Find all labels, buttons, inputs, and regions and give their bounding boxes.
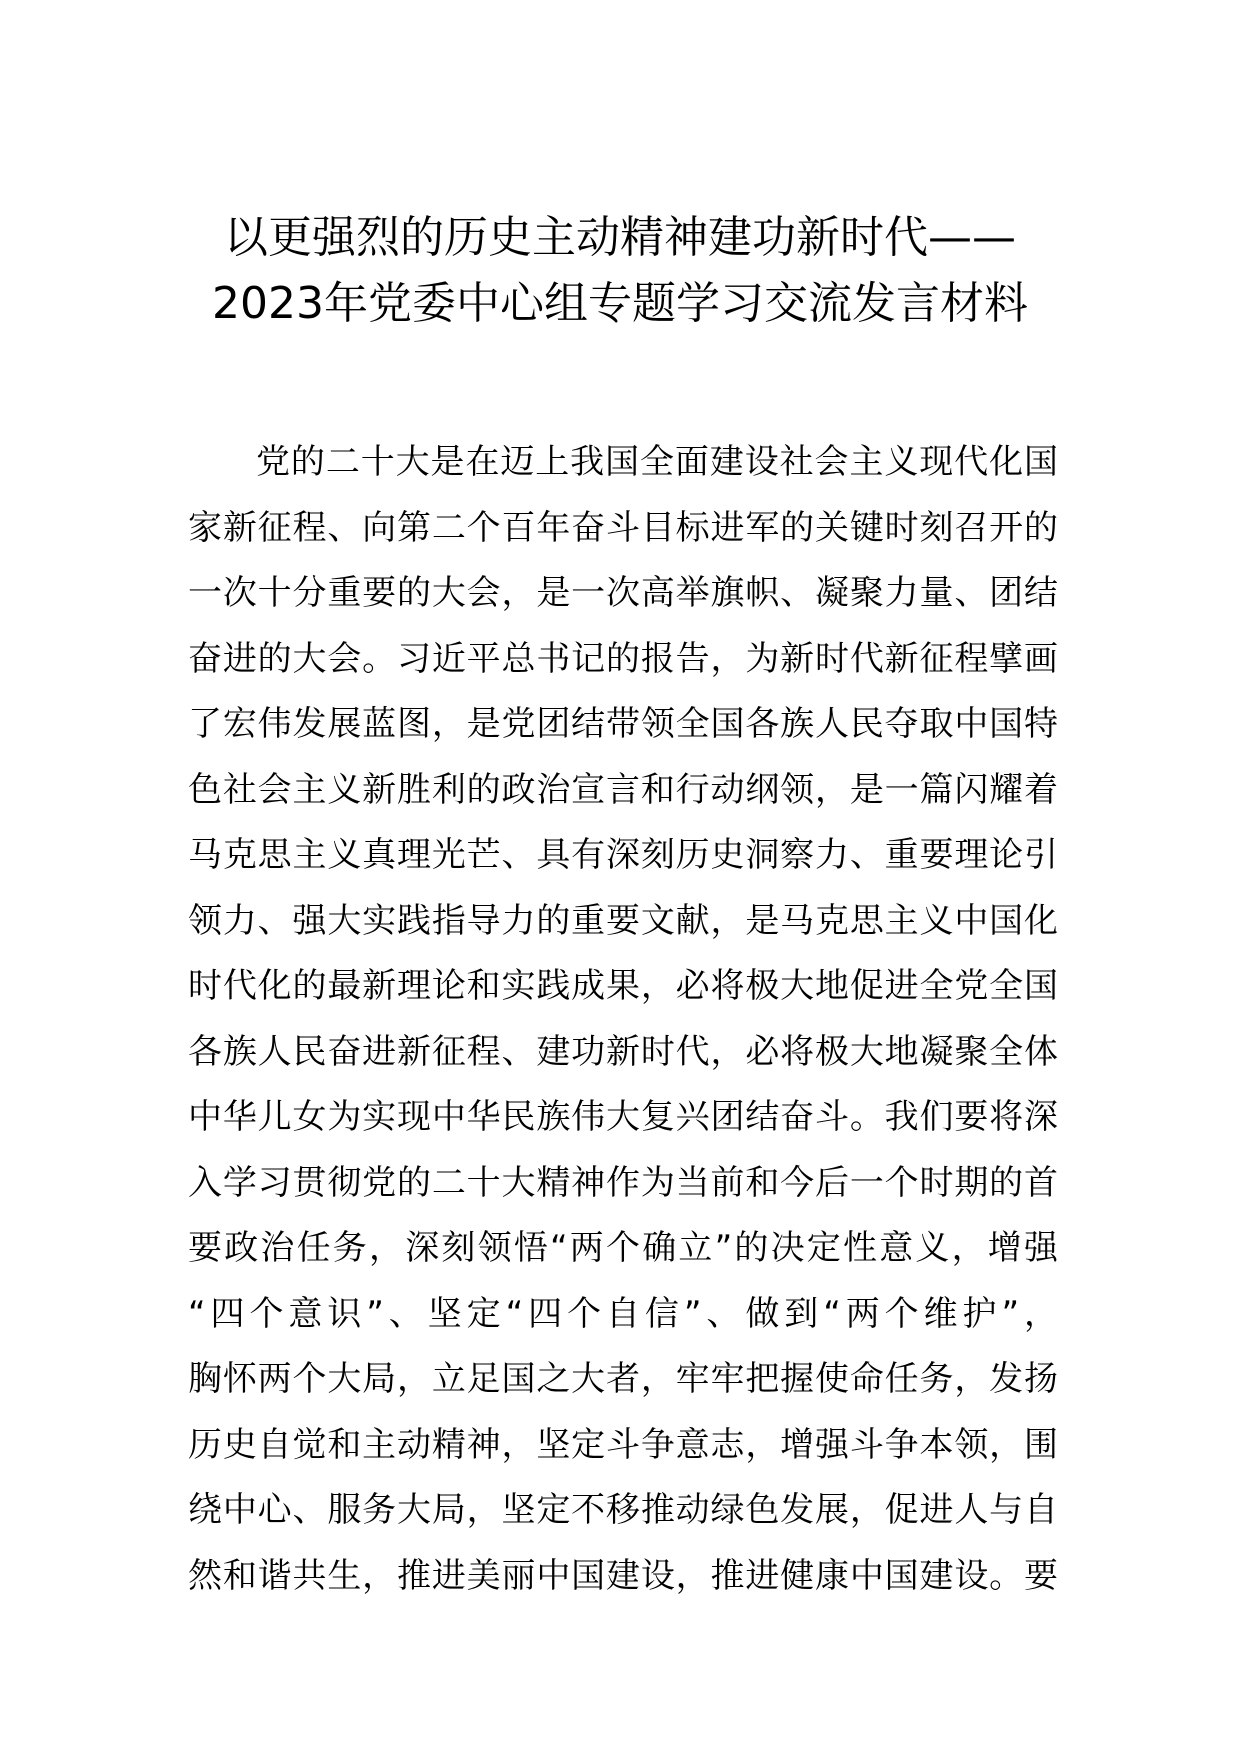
- document-title: [150, 205, 1090, 337]
- document-body: [188, 430, 1058, 1609]
- body-line: 然和谐共生，推进美丽中国建设，推进健康中国建设。要: [188, 1555, 1058, 1596]
- body-line: 各族人民奋进新征程、建功新时代，必将极大地凝聚全体: [188, 1031, 1058, 1072]
- body-line: 领力、强大实践指导力的重要文献，是马克思主义中国化: [188, 900, 1058, 941]
- title-line-2: 2023年党委中心组专题学习交流发言材料: [212, 278, 1028, 329]
- body-line: 了宏伟发展蓝图，是党团结带领全国各族人民夺取中国特: [188, 704, 1058, 744]
- body-line: “四个意识”、坚定“四个自信”、做到“两个维护”，: [188, 1293, 1058, 1334]
- body-line: 历史自觉和主动精神，坚定斗争意志，增强斗争本领，围: [188, 1424, 1058, 1465]
- body-line: 家新征程、向第二个百年奋斗目标进军的关键时刻召开的: [188, 507, 1058, 548]
- body-line: 一次十分重要的大会，是一次高举旗帜、凝聚力量、团结: [188, 573, 1058, 613]
- title-line-1: 以更强烈的历史主动精神建功新时代——: [224, 212, 1016, 263]
- body-line: 胸怀两个大局，立足国之大者，牢牢把握使命任务，发扬: [188, 1359, 1058, 1399]
- body-line: 中华儿女为实现中华民族伟大复兴团结奋斗。我们要将深: [188, 1097, 1058, 1137]
- body-line: 要政治任务，深刻领悟“两个确立”的决定性意义，增强: [188, 1228, 1058, 1268]
- body-line: 马克思主义真理光芒、具有深刻历史洞察力、重要理论引: [188, 835, 1058, 875]
- body-line: 色社会主义新胜利的政治宣言和行动纲领，是一篇闪耀着: [188, 769, 1058, 810]
- body-line: 入学习贯彻党的二十大精神作为当前和今后一个时期的首: [188, 1162, 1058, 1203]
- body-line: 时代化的最新理论和实践成果，必将极大地促进全党全国: [188, 966, 1058, 1006]
- body-line: 党的二十大是在迈上我国全面建设社会主义现代化国: [256, 442, 1058, 482]
- body-line: 奋进的大会。习近平总书记的报告，为新时代新征程擘画: [188, 638, 1058, 679]
- body-line: 绕中心、服务大局，坚定不移推动绿色发展，促进人与自: [188, 1490, 1058, 1530]
